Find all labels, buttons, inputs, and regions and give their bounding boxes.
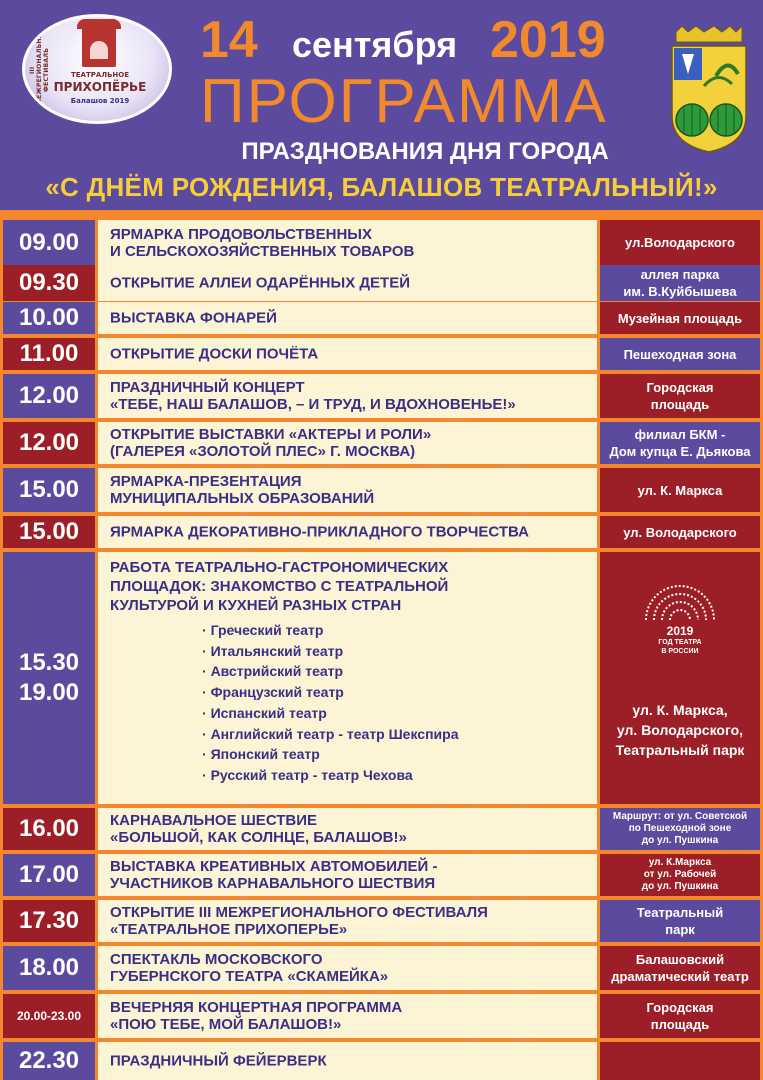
row-event: ВЕЧЕРНЯЯ КОНЦЕРТНАЯ ПРОГРАММА «ПОЮ ТЕБЕ, МОЙ БАЛАШОВ!» <box>110 999 403 1033</box>
row-event-cell <box>98 220 597 265</box>
date-month: сентября <box>292 24 458 65</box>
theatre-list-item: · Французский театр <box>202 682 458 703</box>
row-event: ОТКРЫТИЕ АЛЛЕИ ОДАРЁННЫХ ДЕТЕЙ <box>110 274 410 292</box>
schedule-row <box>0 338 763 370</box>
badge-year: 2019 <box>666 624 694 638</box>
logo-city-year: Балашов 2019 <box>70 97 130 105</box>
row-event-cell <box>98 854 597 896</box>
row-time: 15.00 <box>3 516 95 548</box>
row-place: Городская площадь <box>600 374 760 418</box>
row-time: 15.00 <box>3 468 95 512</box>
row-event: ЯРМАРКА ПРОДОВОЛЬСТВЕННЫХ И СЕЛЬСКОХОЗЯЙСТВЕННЫХ ТОВАРОВ <box>110 225 415 260</box>
theatre-list-item: · Греческий театр <box>202 620 458 641</box>
row-event-cell <box>98 265 597 301</box>
row-place: Театральный парк <box>600 900 760 942</box>
row-place: Музейная площадь <box>600 302 760 334</box>
row-event: СПЕКТАКЛЬ МОСКОВСКОГО ГУБЕРНСКОГО ТЕАТРА «СКАМЕЙКА» <box>110 951 389 985</box>
schedule-row-theatre-platforms <box>0 552 763 804</box>
row-event-cell <box>98 374 597 418</box>
row-time: 22.30 <box>3 1042 95 1080</box>
theatre-list-item: · Австрийский театр <box>202 661 458 682</box>
row-event-cell <box>98 422 597 464</box>
row-time: 10.00 <box>3 302 95 334</box>
row-event-cell <box>98 900 597 942</box>
row-event: ВЫСТАВКА КРЕАТИВНЫХ АВТОМОБИЛЕЙ - УЧАСТНИКОВ КАРНАВАЛЬНОГО ШЕСТВИЯ <box>110 858 438 892</box>
row-event: ПРАЗДНИЧНЫЙ КОНЦЕРТ «ТЕБЕ, НАШ БАЛАШОВ, – И ТРУД, И ВДОХНОВЕНЬЕ!» <box>110 379 516 413</box>
schedule-row <box>0 994 763 1038</box>
row-event-cell <box>98 994 597 1038</box>
schedule-row <box>0 220 763 265</box>
row-place: филиал БКМ - Дом купца Е. Дьякова <box>600 422 760 464</box>
badge-line1: ГОД ТЕАТРА <box>658 639 702 646</box>
schedule-row <box>0 900 763 942</box>
row-time: 11.00 <box>3 338 95 370</box>
schedule-row <box>0 1042 763 1080</box>
logo-festival-text: III МЕЖРЕГИОНАЛЬНЫЙ ФЕСТИВАЛЬ <box>29 26 50 105</box>
row-event-cell <box>98 946 597 990</box>
schedule-row <box>0 808 763 850</box>
row-event-cell <box>98 302 597 334</box>
row-time: 12.00 <box>3 374 95 418</box>
row-place: ул. К. Маркса, ул. Володарского, Театральный парк <box>600 552 760 804</box>
row-event: КАРНАВАЛЬНОЕ ШЕСТВИЕ «БОЛЬШОЙ, КАК СОЛНЦЕ, БАЛАШОВ!» <box>110 812 407 846</box>
row-place: ул. Володарского <box>600 516 760 548</box>
row-event: ЯРМАРКА-ПРЕЗЕНТАЦИЯ МУНИЦИПАЛЬНЫХ ОБРАЗОВАНИЙ <box>110 473 375 507</box>
row-time: 17.30 <box>3 900 95 942</box>
city-coat-of-arms-icon <box>668 26 750 154</box>
date-day: 14 <box>200 11 258 69</box>
schedule-row <box>0 265 763 301</box>
row-event-cell <box>98 552 597 804</box>
row-time: 18.00 <box>3 946 95 990</box>
row-time: 17.00 <box>3 854 95 896</box>
row-time: 12.00 <box>3 422 95 464</box>
row-place: Городская площадь <box>600 994 760 1038</box>
row-place: ул.Володарского <box>600 220 760 265</box>
row-place: аллея парка им. В.Куйбышева <box>600 265 760 301</box>
row-event-cell <box>98 338 597 370</box>
theatre-list-item: · Английский театр - театр Шекспира <box>202 724 458 745</box>
theatre-list <box>202 620 458 786</box>
logo-name-text: ПРИХОПЁРЬЕ <box>53 80 147 94</box>
festival-logo <box>22 14 172 124</box>
row-time: 16.00 <box>3 808 95 850</box>
schedule-row <box>0 516 763 548</box>
schedule-row <box>0 468 763 512</box>
row-event-cell <box>98 516 597 548</box>
row-place: Маршрут: от ул. Советской по Пешеходной зоне до ул. Пушкина <box>600 808 760 850</box>
schedule-table <box>0 210 763 1080</box>
event-date <box>200 10 640 74</box>
row-place: Пешеходная зона <box>600 338 760 370</box>
theatre-hall-icon <box>640 582 720 622</box>
theatre-list-item: · Итальянский театр <box>202 641 458 662</box>
year-of-theatre-badge <box>640 582 720 672</box>
row-time-end: 19.00 <box>18 679 80 706</box>
program-subtitle: ПРАЗДНОВАНИЯ ДНЯ ГОРОДА <box>241 138 609 165</box>
row-place: ул. К. Маркса <box>600 468 760 512</box>
row-place: ул. К.Маркса от ул. Рабочей до ул. Пушкина <box>600 854 760 896</box>
row-event: РАБОТА ТЕАТРАЛЬНО-ГАСТРОНОМИЧЕСКИХ ПЛОЩАДОК: ЗНАКОМСТВО С ТЕАТРАЛЬНОЙ КУЛЬТУРОЙ И КУХНЕЙ РАЗНЫХ СТРАН <box>110 559 449 614</box>
row-event: ЯРМАРКА ДЕКОРАТИВНО-ПРИКЛАДНОГО ТВОРЧЕСТВА <box>110 523 529 541</box>
poster-header <box>0 0 763 210</box>
row-event-cell <box>98 808 597 850</box>
row-event: ОТКРЫТИЕ ДОСКИ ПОЧЁТА <box>110 345 319 363</box>
row-event: ОТКРЫТИЕ III МЕЖРЕГИОНАЛЬНОГО ФЕСТИВАЛЯ «ТЕАТРАЛЬНОЕ ПРИХОПЕРЬЕ» <box>110 904 488 938</box>
schedule-row <box>0 854 763 896</box>
schedule-row <box>0 302 763 334</box>
row-event-cell <box>98 1042 597 1080</box>
theatre-list-item: · Русский театр - театр Чехова <box>202 765 458 786</box>
program-slogan: «С ДНЁМ РОЖДЕНИЯ, БАЛАШОВ ТЕАТРАЛЬНЫЙ!» <box>45 172 718 202</box>
row-place <box>600 1042 760 1080</box>
row-event-cell <box>98 468 597 512</box>
schedule-row <box>0 422 763 464</box>
date-year: 2019 <box>490 11 606 69</box>
schedule-row <box>0 946 763 990</box>
row-event: ВЫСТАВКА ФОНАРЕЙ <box>110 309 277 327</box>
theatre-building-icon <box>82 27 116 67</box>
row-place: Балашовский драматический театр <box>600 946 760 990</box>
row-event: ПРАЗДНИЧНЫЙ ФЕЙЕРВЕРК <box>110 1052 327 1070</box>
theatre-list-item: · Японский театр <box>202 744 458 765</box>
schedule-row <box>0 374 763 418</box>
row-time: 09.30 <box>3 265 95 301</box>
row-time-start: 15.30 <box>18 649 80 676</box>
badge-line2: В РОССИИ <box>661 648 699 655</box>
logo-theatral-text: ТЕАТРАЛЬНОЕ <box>70 71 130 79</box>
row-event: ОТКРЫТИЕ ВЫСТАВКИ «АКТЕРЫ И РОЛИ» (ГАЛЕРЕЯ «ЗОЛОТОЙ ПЛЕС» Г. МОСКВА) <box>110 426 432 460</box>
row-time: 09.00 <box>3 220 95 265</box>
row-time-range <box>3 552 95 804</box>
theatre-list-item: · Испанский театр <box>202 703 458 724</box>
row-time: 20.00-23.00 <box>3 994 95 1038</box>
program-title: ПРОГРАММА <box>200 67 608 136</box>
